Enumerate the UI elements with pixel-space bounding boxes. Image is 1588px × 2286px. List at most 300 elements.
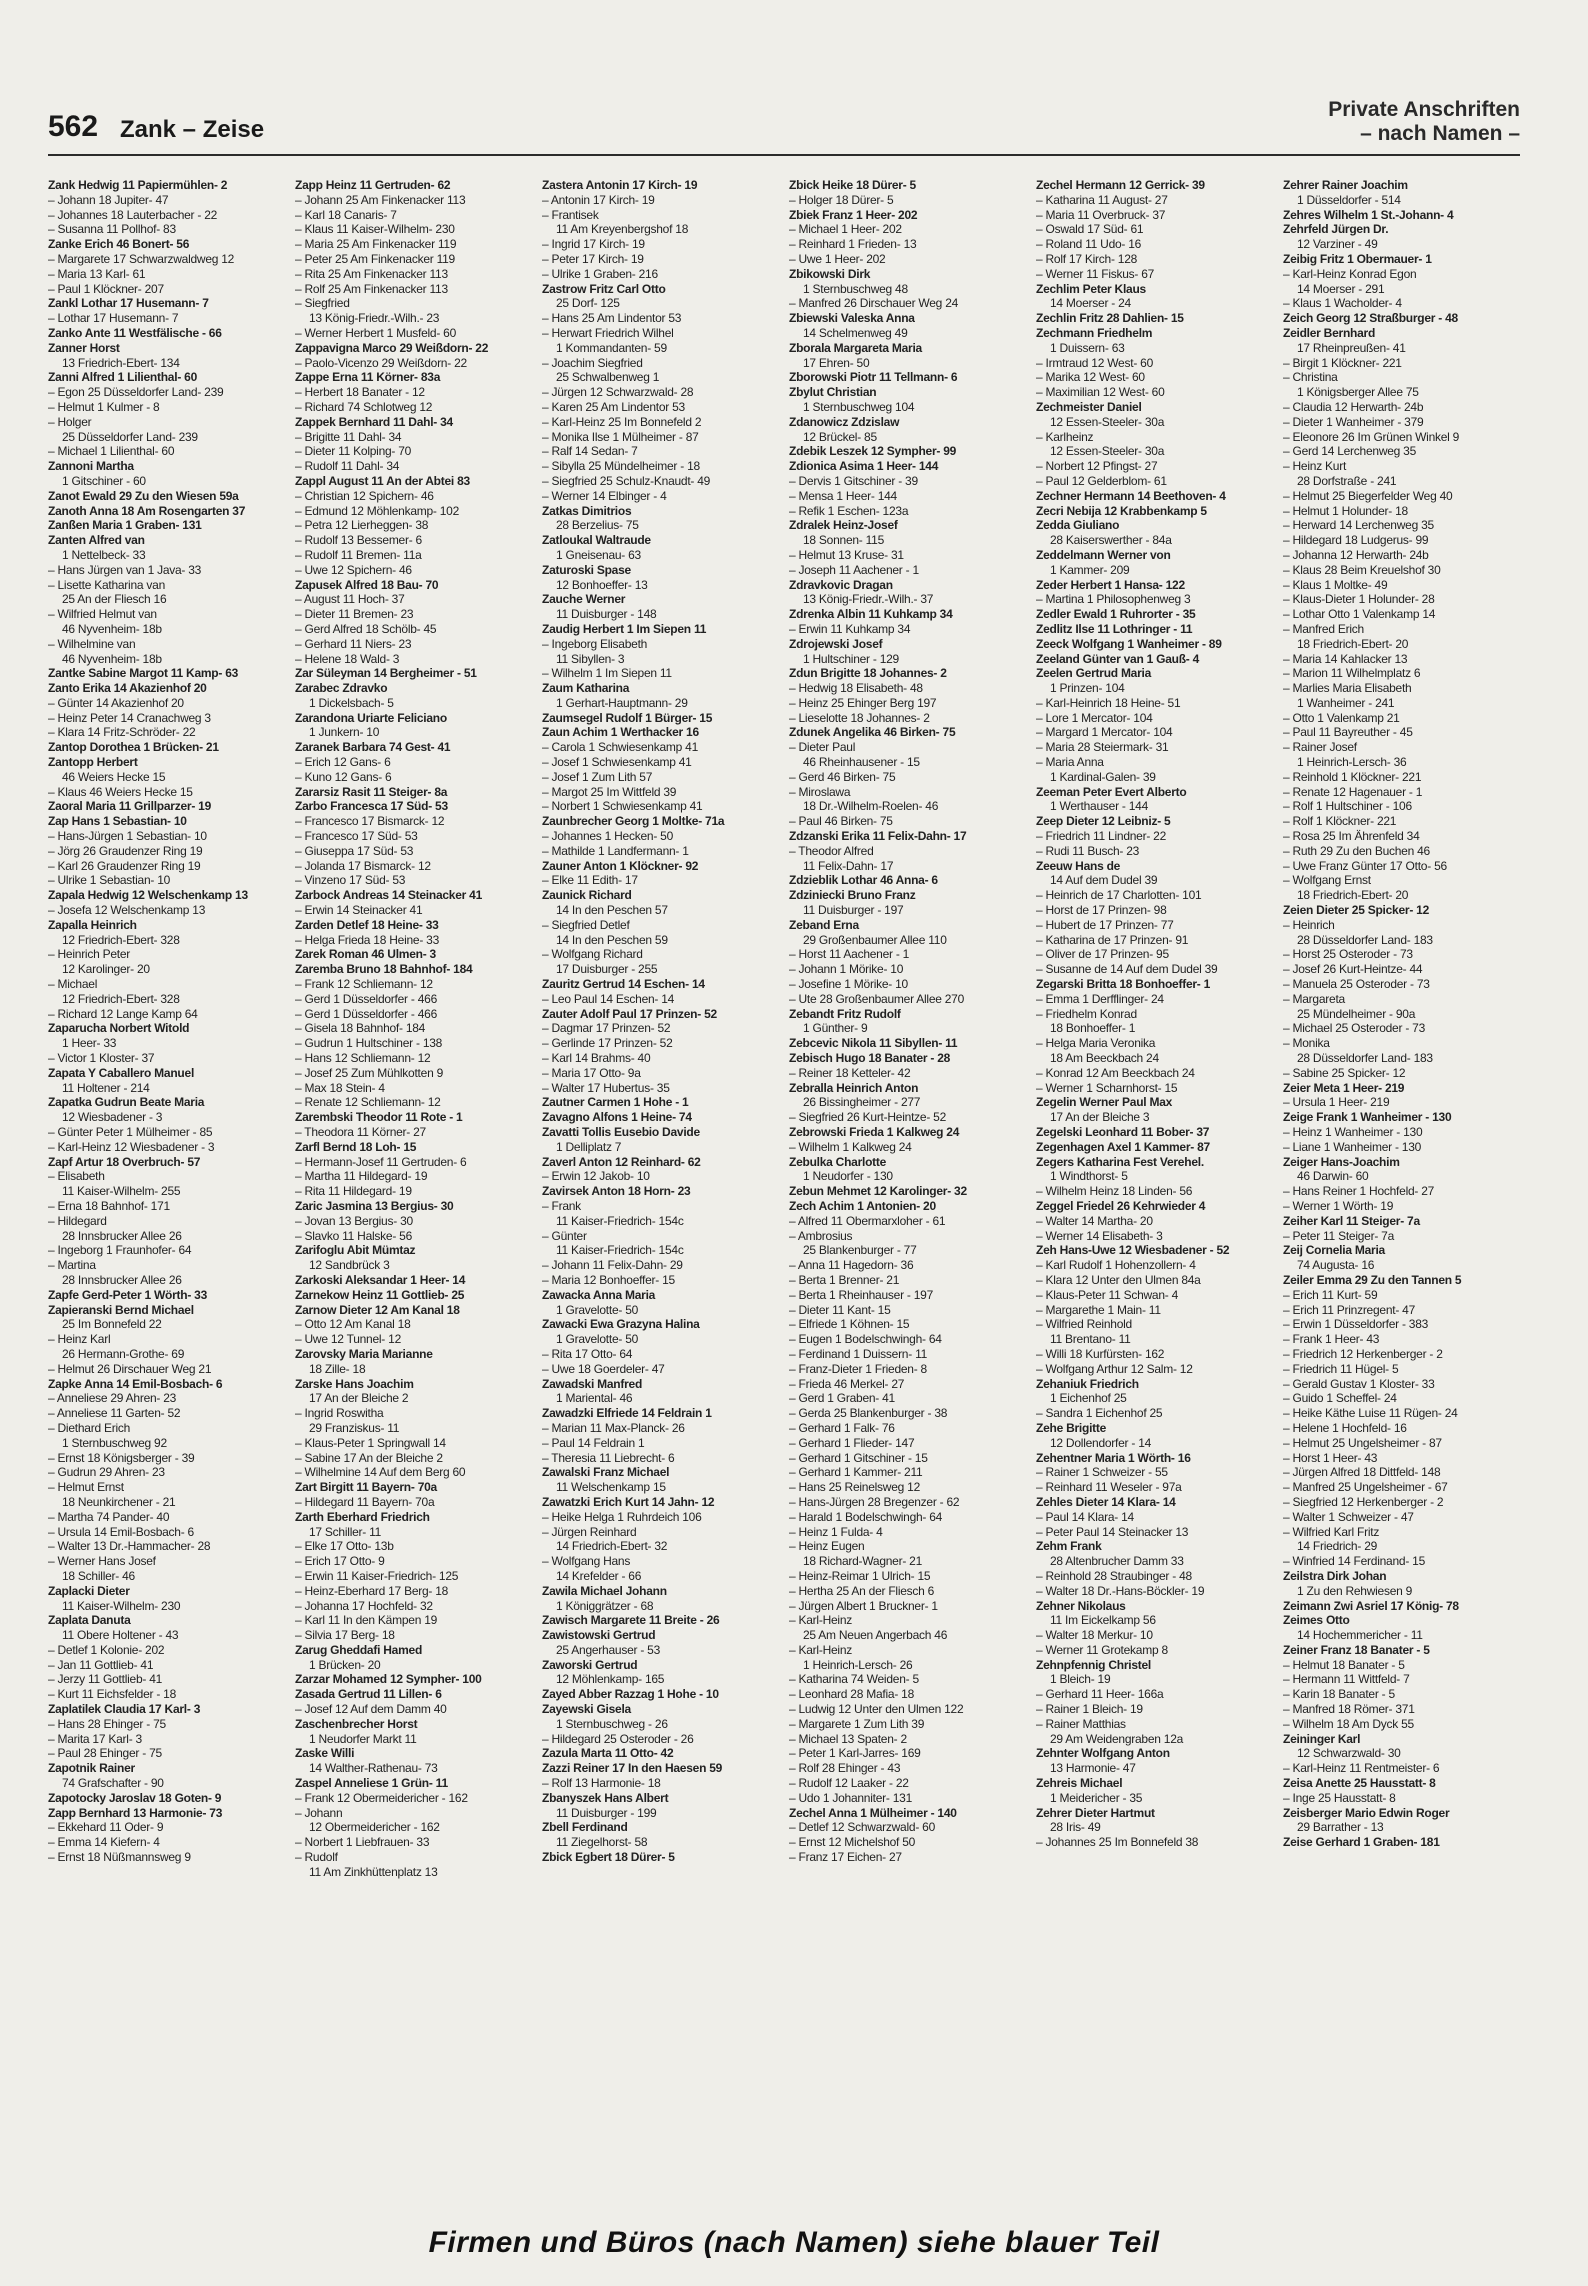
- directory-entry-line: 1 Nettelbeck- 33: [62, 547, 146, 562]
- surname-entry: Zeeck Wolfgang 1 Wanheimer - 89: [1036, 636, 1222, 651]
- directory-entry-line: – Roland 11 Udo- 16: [1036, 237, 1142, 252]
- surname-entry: Zappe Erna 11 Körner- 83a: [295, 370, 441, 385]
- directory-entry-line: – Dieter 11 Kolping- 70: [295, 444, 412, 459]
- directory-entry-line: – Rita 17 Otto- 64: [542, 1346, 633, 1361]
- directory-entry-line: – Johannes 18 Lauterbacher - 22: [48, 207, 218, 222]
- surname-entry: Zastera Antonin 17 Kirch- 19: [542, 178, 698, 192]
- directory-entry-line: – Ingeborg 1 Fraunhofer- 64: [48, 1243, 192, 1258]
- directory-entry-line: – Uwe 18 Goerdeler- 47: [542, 1361, 665, 1376]
- surname-entry: Zaudig Herbert 1 Im Siepen 11: [542, 621, 707, 636]
- directory-entry-line: – Sabine 25 Spicker- 12: [1283, 1065, 1406, 1080]
- directory-entry-line: – Friedrich 11 Lindner- 22: [1036, 829, 1167, 844]
- surname-entry: Zbick Egbert 18 Dürer- 5: [542, 1850, 675, 1865]
- directory-entry-line: – Rolf 13 Harmonie- 18: [542, 1776, 661, 1791]
- directory-entry-line: 12 Essen-Steeler- 30a: [1050, 414, 1165, 429]
- directory-entry-line: – Detlef 12 Schwarzwald- 60: [789, 1820, 935, 1835]
- directory-entry-line: – Horst 11 Aachener - 1: [789, 947, 910, 962]
- directory-entry-line: – Heinz 1 Fulda- 4: [789, 1524, 883, 1539]
- directory-entry-line: 1 Windthorst- 5: [1050, 1169, 1128, 1184]
- surname-entry: Zdanowicz Zdzislaw: [789, 414, 900, 429]
- directory-entry-line: – Werner 11 Fiskus- 67: [1036, 266, 1155, 281]
- directory-entry-line: 11 Im Eickelkamp 56: [1050, 1613, 1156, 1628]
- directory-entry-line: – Konrad 12 Am Beeckbach 24: [1036, 1065, 1195, 1080]
- directory-entry-line: – Gerda 25 Blankenburger - 38: [789, 1406, 948, 1421]
- directory-entry-line: – Martha 74 Pander- 40: [48, 1509, 170, 1524]
- header-rule: [48, 154, 1520, 156]
- directory-entry-line: 11 Welschenkamp 15: [556, 1480, 666, 1495]
- surname-entry: Zarth Eberhard Friedrich: [295, 1509, 430, 1524]
- directory-entry-line: – Marlies Maria Elisabeth: [1283, 681, 1412, 696]
- surname-entry: Zarembski Theodor 11 Rote - 1: [295, 1110, 463, 1125]
- directory-entry-line: 12 Wiesbadener - 3: [62, 1110, 163, 1125]
- surname-entry: Zegers Katharina Fest Verehel.: [1036, 1154, 1204, 1169]
- surname-entry: Zegarski Britta 18 Bonhoeffer- 1: [1036, 977, 1211, 992]
- directory-entry-line: – Ruth 29 Zu den Buchen 46: [1283, 843, 1430, 858]
- directory-entry-line: – Hermann-Josef 11 Gertruden- 6: [295, 1154, 467, 1169]
- directory-entry-line: – Antonin 17 Kirch- 19: [542, 192, 655, 207]
- directory-entry-line: 11 Obere Holtener - 43: [62, 1628, 179, 1643]
- directory-entry-line: – Herward 14 Lerchenweg 35: [1283, 518, 1434, 533]
- directory-entry-line: 12 Brückel- 85: [803, 429, 877, 444]
- surname-entry: Zavirsek Anton 18 Horn- 23: [542, 1184, 691, 1199]
- surname-entry: Zanner Horst: [48, 340, 120, 355]
- directory-entry-line: – Rudi 11 Busch- 23: [1036, 843, 1140, 858]
- surname-entry: Zbiewski Valeska Anna: [789, 311, 915, 326]
- directory-entry-line: – Horst 25 Osteroder - 73: [1283, 947, 1413, 962]
- directory-entry-line: – Susanne de 14 Auf dem Dudel 39: [1036, 962, 1218, 977]
- directory-entry-line: – Hermann 11 Wittfeld- 7: [1283, 1672, 1410, 1687]
- surname-entry: Zehles Dieter 14 Klara- 14: [1036, 1494, 1176, 1509]
- surname-entry: Zdunek Angelika 46 Birken- 75: [789, 725, 956, 740]
- directory-entry-line: – Norbert 12 Pfingst- 27: [1036, 459, 1158, 474]
- directory-entry-line: – Helmut Ernst: [48, 1480, 124, 1495]
- directory-entry-line: 1 Zu den Rehwiesen 9: [1297, 1583, 1413, 1598]
- directory-entry-line: – Rudolf 12 Laaker - 22: [789, 1776, 909, 1791]
- surname-entry: Zeder Herbert 1 Hansa- 122: [1036, 577, 1185, 592]
- surname-entry: Zehrfeld Jürgen Dr.: [1283, 222, 1389, 237]
- directory-entry-line: – Maria 28 Steiermark- 31: [1036, 740, 1169, 755]
- surname-entry: Zanni Alfred 1 Lilienthal- 60: [48, 370, 197, 385]
- surname-entry: Zeien Dieter 25 Spicker- 12: [1283, 903, 1429, 918]
- surname-entry: Zautner Carmen 1 Hohe - 1: [542, 1095, 689, 1110]
- directory-entry-line: – Karl-Heinz 25 Im Bonnefeld 2: [542, 414, 702, 429]
- surname-entry: Zehrer Rainer Joachim: [1283, 178, 1408, 192]
- directory-entry-line: – Wilhelm Heinz 18 Linden- 56: [1036, 1184, 1193, 1199]
- directory-entry-line: 1 Delliplatz 7: [556, 1139, 622, 1154]
- directory-entry-line: – Peter 17 Kirch- 19: [542, 251, 644, 266]
- directory-entry-line: – Dieter 11 Bremen- 23: [295, 607, 414, 622]
- directory-entry-line: 14 Hochemmericher - 11: [1297, 1628, 1423, 1643]
- directory-entry-line: – Paul 46 Birken- 75: [789, 814, 893, 829]
- surname-entry: Zdravkovic Dragan: [789, 577, 893, 592]
- directory-entry-line: – Wilhelm 18 Am Dyck 55: [1283, 1716, 1414, 1731]
- directory-column-3: [542, 178, 779, 2208]
- surname-entry: Zdionica Asima 1 Heer- 144: [789, 459, 939, 474]
- surname-entry: Zeiner Franz 18 Banater - 5: [1283, 1642, 1430, 1657]
- surname-entry: Zaun Achim 1 Werthacker 16: [542, 725, 699, 740]
- surname-entry: Zantop Dorothea 1 Brücken- 21: [48, 740, 219, 755]
- surname-entry: Zawisch Margarete 11 Breite - 26: [542, 1613, 720, 1628]
- page-number: 562: [48, 110, 99, 143]
- directory-entry-line: – Sabine 17 An der Bleiche 2: [295, 1450, 443, 1465]
- directory-entry-line: 25 Mündelheimer - 90a: [1297, 1006, 1416, 1021]
- directory-entry-line: – Eugen 1 Bodelschwingh- 64: [789, 1332, 942, 1347]
- directory-entry-line: 18 Neunkirchener - 21: [62, 1494, 176, 1509]
- directory-entry-line: – Paul 28 Ehinger - 75: [48, 1746, 162, 1761]
- directory-entry-line: 14 In den Peschen 57: [556, 903, 668, 918]
- directory-entry-line: – Refik 1 Eschen- 123a: [789, 503, 909, 518]
- directory-entry-line: – Egon 25 Düsseldorfer Land- 239: [48, 385, 224, 400]
- directory-entry-line: – Richard 74 Schlotweg 12: [295, 399, 433, 414]
- surname-entry: Zebulka Charlotte: [789, 1154, 887, 1169]
- directory-entry-line: 14 In den Peschen 59: [556, 932, 668, 947]
- directory-entry-line: 12 Dollendorfer - 14: [1050, 1435, 1152, 1450]
- directory-entry-line: – Rudolf 11 Bremen- 11a: [295, 547, 422, 562]
- surname-entry: Zeiher Karl 11 Steiger- 7a: [1283, 1213, 1420, 1228]
- surname-entry: Zarovsky Maria Marianne: [295, 1346, 433, 1361]
- directory-entry-line: – Anneliese 11 Garten- 52: [48, 1406, 181, 1421]
- directory-entry-line: 1 Sternbuschweg 48: [803, 281, 908, 296]
- directory-entry-line: 28 Düsseldorfer Land- 183: [1297, 932, 1433, 947]
- surname-entry: Zdzieblik Lothar 46 Anna- 6: [789, 873, 938, 888]
- directory-entry-line: 1 Junkern- 10: [309, 725, 380, 740]
- directory-entry-line: 25 Blankenburger - 77: [803, 1243, 917, 1258]
- directory-entry-line: 14 Moerser - 291: [1297, 281, 1385, 296]
- directory-entry-line: 1 Hultschiner - 129: [803, 651, 899, 666]
- directory-entry-line: – Udo 1 Johanniter- 131: [789, 1790, 913, 1805]
- surname-entry: Zanto Erika 14 Akazienhof 20: [48, 681, 207, 696]
- directory-entry-line: – Erwin 11 Kaiser-Friedrich- 125: [295, 1568, 459, 1583]
- surname-entry: Zanko Ante 11 Westfälische - 66: [48, 325, 222, 340]
- directory-entry-line: – Theodor Alfred: [789, 843, 874, 858]
- directory-entry-line: – Siegfried 26 Kurt-Heintze- 52: [789, 1110, 947, 1125]
- directory-entry-line: – Wilhelm 1 Im Siepen 11: [542, 666, 672, 681]
- surname-entry: Zaske Willi: [295, 1746, 355, 1761]
- directory-entry-line: – Erwin 1 Düsseldorfer - 383: [1283, 1317, 1429, 1332]
- directory-entry-line: 26 Bissingheimer - 277: [803, 1095, 921, 1110]
- directory-entry-line: – Uwe Franz Günter 17 Otto- 56: [1283, 858, 1447, 873]
- directory-entry-line: – Rainer Matthias: [1036, 1716, 1126, 1731]
- directory-entry-line: – Martina 1 Philosophenweg 3: [1036, 592, 1191, 607]
- directory-entry-line: – Herbert 18 Banater - 12: [295, 385, 425, 400]
- directory-entry-line: 1 Düsseldorfer - 514: [1297, 192, 1401, 207]
- directory-entry-line: 18 Dr.-Wilhelm-Roelen- 46: [803, 799, 939, 814]
- surname-entry: Zeilstra Dirk Johan: [1283, 1568, 1387, 1583]
- directory-entry-line: 1 Gneisenau- 63: [556, 547, 641, 562]
- directory-entry-line: 11 Duisburger - 199: [556, 1805, 657, 1820]
- directory-entry-line: 1 Gravelotte- 50: [556, 1332, 639, 1347]
- directory-entry-line: – Elfriede 1 Köhnen- 15: [789, 1317, 910, 1332]
- directory-entry-line: – Friedhelm Konrad: [1036, 1006, 1137, 1021]
- surname-entry: Zdrojewski Josef: [789, 636, 883, 651]
- directory-entry-line: – Peter 1 Karl-Jarres- 169: [789, 1746, 921, 1761]
- surname-entry: Zeeuw Hans de: [1036, 858, 1121, 873]
- directory-entry-line: 1 Kammer- 209: [1050, 562, 1130, 577]
- directory-entry-line: – Eleonore 26 Im Grünen Winkel 9: [1283, 429, 1460, 444]
- surname-entry: Zeeman Peter Evert Alberto: [1036, 784, 1187, 799]
- directory-entry-line: – Helga Frieda 18 Heine- 33: [295, 932, 440, 947]
- directory-entry-line: – Heinz Eugen: [789, 1539, 865, 1554]
- directory-entry-line: – Franz-Dieter 1 Frieden- 8: [789, 1361, 927, 1376]
- surname-entry: Zebandt Fritz Rudolf: [789, 1006, 901, 1021]
- directory-entry-line: 1 Dickelsbach- 5: [309, 695, 394, 710]
- directory-entry-line: – Holger 18 Dürer- 5: [789, 192, 894, 207]
- directory-entry-line: – Lore 1 Mercator- 104: [1036, 710, 1153, 725]
- surname-entry: Zehres Wilhelm 1 St.-Johann- 4: [1283, 207, 1454, 222]
- directory-entry-line: – Gerhard 11 Niers- 23: [295, 636, 412, 651]
- directory-entry-line: 29 Barrather - 13: [1297, 1820, 1384, 1835]
- directory-entry-line: – Oliver de 17 Prinzen- 95: [1036, 947, 1169, 962]
- surname-entry: Zazula Marta 11 Otto- 42: [542, 1746, 674, 1761]
- surname-entry: Zbylut Christian: [789, 385, 877, 400]
- surname-entry: Zechlin Fritz 28 Dahlien- 15: [1036, 311, 1184, 326]
- directory-entry-line: 1 Brücken- 20: [309, 1657, 381, 1672]
- directory-column-1: [48, 178, 285, 2208]
- directory-entry-line: – Frank: [542, 1198, 581, 1213]
- directory-entry-line: – Maria 25 Am Finkenacker 119: [295, 237, 457, 252]
- directory-entry-line: – Wilhelmine 14 Auf dem Berg 60: [295, 1465, 466, 1480]
- directory-entry-line: – Margarete 17 Schwarzwaldweg 12: [48, 251, 235, 266]
- directory-entry-line: – Hans Reiner 1 Hochfeld- 27: [1283, 1184, 1435, 1199]
- directory-entry-line: – Siegfried Detlef: [542, 917, 630, 932]
- directory-entry-line: 25 Schwalbenweg 1: [556, 370, 660, 385]
- directory-entry-line: 12 Obermeidericher - 162: [309, 1820, 440, 1835]
- directory-entry-line: 12 Karolinger- 20: [62, 962, 150, 977]
- surname-entry: Zehner Nikolaus: [1036, 1598, 1126, 1613]
- directory-entry-line: – Heinrich Peter: [48, 947, 131, 962]
- directory-entry-line: – Paul 12 Gelderblom- 61: [1036, 473, 1167, 488]
- directory-entry-line: – Gudrun 1 Hultschiner - 138: [295, 1036, 443, 1051]
- directory-entry-line: – Manfred 26 Dirschauer Weg 24: [789, 296, 959, 311]
- surname-entry: Zedlitz Ilse 11 Lothringer - 11: [1036, 621, 1193, 636]
- directory-entry-line: – Gerd 46 Birken- 75: [789, 769, 896, 784]
- directory-entry-line: – Hans Jürgen van 1 Java- 33: [48, 562, 202, 577]
- directory-column-5: [1036, 178, 1273, 2208]
- directory-entry-line: – Margareta: [1283, 991, 1345, 1006]
- surname-entry: Zarkoski Aleksandar 1 Heer- 14: [295, 1272, 466, 1287]
- directory-entry-line: – Hans 25 Am Lindentor 53: [542, 311, 682, 326]
- directory-column-6: [1283, 178, 1520, 2208]
- directory-entry-line: – Jürgen Albert 1 Bruckner- 1: [789, 1598, 938, 1613]
- directory-entry-line: – Heinrich: [1283, 917, 1335, 932]
- surname-entry: Zatkas Dimitrios: [542, 503, 632, 518]
- directory-entry-line: 12 Schwarzwald- 30: [1297, 1746, 1401, 1761]
- directory-entry-line: – Gerald Gustav 1 Kloster- 33: [1283, 1376, 1435, 1391]
- surname-entry: Zborowski Piotr 11 Tellmann- 6: [789, 370, 958, 385]
- surname-entry: Zarug Gheddafi Hamed: [295, 1642, 423, 1657]
- directory-entry-line: – Karl 26 Graudenzer Ring 19: [48, 858, 201, 873]
- directory-entry-line: 28 Innsbrucker Allee 26: [62, 1228, 182, 1243]
- directory-entry-line: – Silvia 17 Berg- 18: [295, 1628, 395, 1643]
- surname-entry: Zapusek Alfred 18 Bau- 70: [295, 577, 439, 592]
- directory-entry-line: – Josef 25 Zum Mühlkotten 9: [295, 1065, 443, 1080]
- directory-entry-line: 1 Neudorfer Markt 11: [309, 1731, 417, 1746]
- directory-entry-line: – Peter Paul 14 Steinacker 13: [1036, 1524, 1189, 1539]
- surname-entry: Zanßen Maria 1 Graben- 131: [48, 518, 202, 533]
- surname-entry: Zeggel Friedel 26 Kehrwieder 4: [1036, 1198, 1206, 1213]
- surname-entry: Zeininger Karl: [1283, 1731, 1361, 1746]
- surname-entry: Zeband Erna: [789, 917, 859, 932]
- directory-entry-line: – Josef 1 Schwiesenkamp 41: [542, 755, 692, 770]
- directory-entry-line: – Erich 11 Prinzregent- 47: [1283, 1302, 1416, 1317]
- directory-entry-line: – Renate 12 Hagenauer - 1: [1283, 784, 1423, 799]
- directory-entry-line: – Dagmar 17 Prinzen- 52: [542, 1021, 671, 1036]
- surname-entry: Zdun Brigitte 18 Johannes- 2: [789, 666, 947, 681]
- surname-entry: Zeisa Anette 25 Hausstatt- 8: [1283, 1776, 1436, 1791]
- directory-entry-line: – Johanna 12 Herwarth- 24b: [1283, 547, 1429, 562]
- directory-entry-line: 26 Hermann-Grothe- 69: [62, 1346, 185, 1361]
- surname-entry: Zatloukal Waltraude: [542, 533, 651, 548]
- directory-entry-line: – Margarethe 1 Main- 11: [1036, 1302, 1161, 1317]
- directory-entry-line: – Johann 1 Mörike- 10: [789, 962, 904, 977]
- directory-entry-line: – Gerhard 1 Kammer- 211: [789, 1465, 923, 1480]
- directory-entry-line: – Gerlinde 17 Prinzen- 52: [542, 1036, 673, 1051]
- directory-entry-line: – Helmut 25 Biegerfelder Weg 40: [1283, 488, 1453, 503]
- directory-entry-line: – Rosa 25 Im Ährenfeld 34: [1283, 829, 1420, 844]
- directory-entry-line: – Gerhard 1 Gitschiner - 15: [789, 1450, 928, 1465]
- directory-entry-line: 1 Meidericher - 35: [1050, 1790, 1143, 1805]
- surname-entry: Zaverl Anton 12 Reinhard- 62: [542, 1154, 701, 1169]
- surname-entry: Zarnow Dieter 12 Am Kanal 18: [295, 1302, 460, 1317]
- directory-column-2: [295, 178, 532, 2208]
- surname-entry: Zeiger Hans-Joachim: [1283, 1154, 1400, 1169]
- surname-entry: Zaplatilek Claudia 17 Karl- 3: [48, 1702, 201, 1717]
- surname-entry: Zannoni Martha: [48, 459, 134, 474]
- directory-entry-line: – Joachim Siegfried: [542, 355, 643, 370]
- directory-entry-line: 13 Harmonie- 47: [1050, 1761, 1136, 1776]
- surname-entry: Zazzi Reiner 17 In den Haesen 59: [542, 1761, 723, 1776]
- directory-entry-line: – Leonhard 28 Mafia- 18: [789, 1687, 915, 1702]
- directory-entry-line: 14 Auf dem Dudel 39: [1050, 873, 1158, 888]
- directory-entry-line: – Ernst 18 Königsberger - 39: [48, 1450, 195, 1465]
- directory-entry-line: – Karl-Heinz 11 Rentmeister- 6: [1283, 1761, 1440, 1776]
- directory-entry-line: 12 Sandbrück 3: [309, 1258, 390, 1273]
- directory-entry-line: 11 Kaiser-Wilhelm- 230: [62, 1598, 181, 1613]
- footer-note: Firmen und Büros (nach Namen) siehe blauer Teil: [428, 2226, 1160, 2259]
- directory-entry-line: – Liane 1 Wanheimer - 130: [1283, 1139, 1422, 1154]
- directory-entry-line: – Ernst 18 Nüßmannsweg 9: [48, 1850, 191, 1865]
- directory-entry-line: 29 Großenbaumer Allee 110: [803, 932, 947, 947]
- surname-entry: Zayewski Gisela: [542, 1702, 631, 1717]
- directory-entry-line: – Erwin 14 Steinacker 41: [295, 903, 423, 918]
- surname-entry: Zeeland Günter van 1 Gauß- 4: [1036, 651, 1200, 666]
- surname-entry: Zar Süleyman 14 Bergheimer - 51: [295, 666, 477, 681]
- directory-entry-line: – Francesco 17 Bismarck- 12: [295, 814, 445, 829]
- directory-entry-line: – Marika 12 West- 60: [1036, 370, 1145, 385]
- directory-entry-line: – Helmut 1 Holunder- 18: [1283, 503, 1408, 518]
- surname-entry: Zapfe Gerd-Peter 1 Wörth- 33: [48, 1287, 208, 1302]
- directory-entry-line: – Manfred 25 Ungelsheimer - 67: [1283, 1480, 1448, 1495]
- surname-entry: Zbell Ferdinand: [542, 1820, 628, 1835]
- directory-entry-line: – Maria Anna: [1036, 755, 1104, 770]
- surname-entry: Zaplacki Dieter: [48, 1583, 130, 1598]
- directory-entry-line: – Michael 25 Osteroder - 73: [1283, 1021, 1425, 1036]
- directory-entry-line: – Richard 12 Lange Kamp 64: [48, 1006, 198, 1021]
- surname-entry: Zasada Gertrud 11 Lillen- 6: [295, 1687, 442, 1702]
- directory-entry-line: – Diethard Erich: [48, 1420, 131, 1435]
- directory-entry-line: – August 11 Hoch- 37: [295, 592, 405, 607]
- directory-entry-line: – Brigitte 11 Dahl- 34: [295, 429, 402, 444]
- surname-entry: Zebrowski Frieda 1 Kalkweg 24: [789, 1125, 960, 1139]
- section-title-line2: – nach Namen –: [1360, 122, 1520, 145]
- directory-entry-line: – Emma 1 Derfflinger- 24: [1036, 991, 1164, 1006]
- directory-entry-line: – Karl-Heinz Konrad Egon: [1283, 266, 1417, 281]
- surname-entry: Zarbock Andreas 14 Steinacker 41: [295, 888, 482, 903]
- directory-entry-line: – Werner 14 Elbinger - 4: [542, 488, 667, 503]
- directory-entry-line: – Margarete 1 Zum Lith 39: [789, 1716, 925, 1731]
- directory-entry-line: 18 Zille- 18: [309, 1361, 366, 1376]
- directory-entry-line: 18 Friedrich-Ebert- 20: [1297, 888, 1409, 903]
- directory-entry-line: – Ambrosius: [789, 1228, 853, 1243]
- directory-entry-line: – Gerd 1 Düsseldorfer - 466: [295, 991, 437, 1006]
- directory-entry-line: – Karl-Heinz 12 Wiesbadener - 3: [48, 1139, 215, 1154]
- directory-entry-line: – Peter 25 Am Finkenacker 119: [295, 251, 455, 266]
- directory-entry-line: 17 Ehren- 50: [803, 355, 870, 370]
- directory-entry-line: 1 Bleich- 19: [1050, 1672, 1111, 1687]
- directory-entry-line: – Ingrid 17 Kirch- 19: [542, 237, 645, 252]
- directory-entry-line: – Johann 18 Jupiter- 47: [48, 192, 169, 207]
- surname-entry: Zeiler Emma 29 Zu den Tannen 5: [1283, 1272, 1462, 1287]
- surname-entry: Zappek Bernhard 11 Dahl- 34: [295, 414, 453, 429]
- directory-entry-line: – Margard 1 Mercator- 104: [1036, 725, 1173, 740]
- directory-entry-line: – Wolfgang Arthur 12 Salm- 12: [1036, 1361, 1193, 1376]
- directory-entry-line: 17 Duisburger - 255: [556, 962, 658, 977]
- directory-entry-line: – Gudrun 29 Ahren- 23: [48, 1465, 165, 1480]
- directory-entry-line: 18 Friedrich-Ebert- 20: [1297, 636, 1409, 651]
- directory-entry-line: – Wilfried Reinhold: [1036, 1317, 1132, 1332]
- directory-entry-line: – Wilhelm 1 Kalkweg 24: [789, 1139, 912, 1154]
- directory-entry-line: – Karl 11 In den Kämpen 19: [295, 1613, 438, 1628]
- surname-entry: Zehrer Dieter Hartmut: [1036, 1805, 1155, 1820]
- directory-entry-line: – Josefa 12 Welschenkamp 13: [48, 903, 206, 918]
- surname-entry: Zechmann Friedhelm: [1036, 325, 1153, 340]
- directory-entry-line: 17 Rheinpreußen- 41: [1297, 340, 1406, 355]
- directory-entry-line: – Lieselotte 18 Johannes- 2: [789, 710, 930, 725]
- directory-entry-line: 25 Düsseldorfer Land- 239: [62, 429, 198, 444]
- directory-entry-line: 28 Dorfstraße - 241: [1297, 473, 1397, 488]
- directory-entry-line: 1 Kardinal-Galen- 39: [1050, 769, 1156, 784]
- surname-entry: Zeisberger Mario Edwin Roger: [1283, 1805, 1450, 1820]
- directory-entry-line: – Kurt 11 Eichsfelder - 18: [48, 1687, 177, 1702]
- surname-entry: Zdziniecki Bruno Franz: [789, 888, 916, 903]
- directory-entry-line: – Paul 14 Klara- 14: [1036, 1509, 1134, 1524]
- surname-entry: Zarifoglu Abit Mümtaz: [295, 1243, 416, 1258]
- directory-entry-line: – Johann 25 Am Finkenacker 113: [295, 192, 466, 207]
- directory-entry-line: – Uwe 1 Heer- 202: [789, 251, 886, 266]
- directory-entry-line: – Ludwig 12 Unter den Ulmen 122: [789, 1702, 964, 1717]
- directory-entry-line: – Johanna 17 Hochfeld- 32: [295, 1598, 433, 1613]
- directory-entry-line: 25 An der Fliesch 16: [62, 592, 167, 607]
- directory-columns: [48, 178, 1520, 2208]
- surname-entry: Zech Achim 1 Antonien- 20: [789, 1198, 936, 1213]
- directory-entry-line: – Karl Rudolf 1 Hohenzollern- 4: [1036, 1258, 1196, 1273]
- directory-entry-line: 13 König-Friedr.-Wilh.- 23: [309, 311, 440, 326]
- directory-entry-line: 1 Mariental- 46: [556, 1391, 633, 1406]
- directory-entry-line: 25 Am Neuen Angerbach 46: [803, 1628, 948, 1643]
- surname-entry: Zapotnik Rainer: [48, 1761, 135, 1776]
- directory-entry-line: – Helga Maria Veronika: [1036, 1036, 1156, 1051]
- directory-entry-line: 46 Weiers Hecke 15: [62, 769, 166, 784]
- directory-entry-line: – Katharina 74 Weiden- 5: [789, 1672, 919, 1687]
- surname-entry: Zapalla Heinrich: [48, 917, 137, 932]
- directory-entry-line: – Walter 1 Schweizer - 47: [1283, 1509, 1414, 1524]
- surname-entry: Zaplata Danuta: [48, 1613, 131, 1628]
- directory-entry-line: – Martina: [48, 1258, 96, 1273]
- directory-entry-line: – Rolf 1 Hultschiner - 106: [1283, 799, 1412, 814]
- directory-entry-line: – Norbert 1 Schwiesenkamp 41: [542, 799, 703, 814]
- surname-entry: Zehaniuk Friedrich: [1036, 1376, 1139, 1391]
- directory-entry-line: – Karl-Heinz: [789, 1613, 853, 1628]
